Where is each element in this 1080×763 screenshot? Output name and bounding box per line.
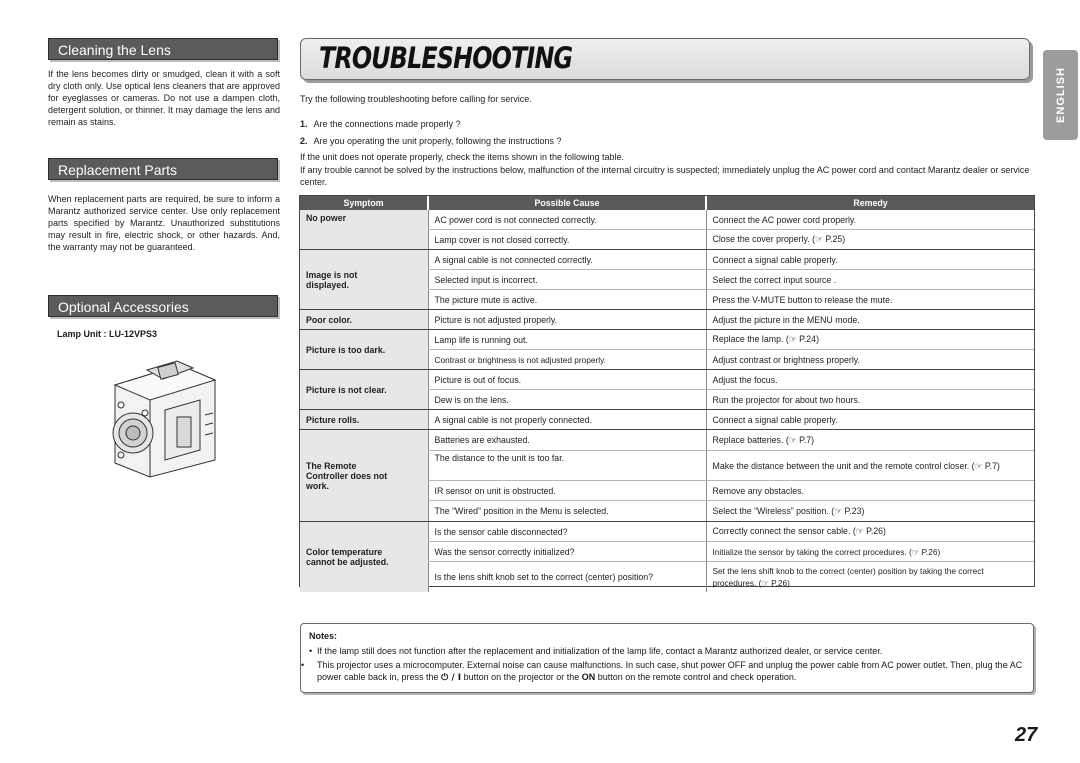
- remedy-cell: Close the cover properly. (☞ P.25): [706, 230, 1034, 250]
- symptom-text: No power: [306, 213, 347, 223]
- symptom-text: work.: [306, 480, 329, 491]
- header-symptom: Symptom: [300, 196, 428, 210]
- table-row: [300, 522, 1034, 542]
- symptom-text: Controller does not: [306, 470, 388, 481]
- cause-cell: A signal cable is not properly connected.: [428, 410, 706, 430]
- symptom-text: Picture is not clear.: [306, 384, 387, 395]
- cause-cell: Contrast or brightness is not adjusted properly.: [428, 350, 706, 370]
- cleaning-lens-heading: Cleaning the Lens: [48, 38, 278, 60]
- intro-line: Try the following troubleshooting before calling for service.: [300, 94, 532, 104]
- remedy-cell: Press the V-MUTE button to release the mute.: [706, 290, 1034, 310]
- cause-cell: Picture is not adjusted properly.: [428, 310, 706, 330]
- table-header-row: [300, 196, 1034, 210]
- cause-cell: Lamp cover is not closed correctly.: [428, 230, 706, 250]
- symptom-cell: [300, 310, 428, 330]
- symptom-text: Picture rolls.: [306, 414, 360, 425]
- remedy-cell: Replace the lamp. (☞ P.24): [706, 330, 1034, 350]
- cause-cell: Dew is on the lens.: [428, 390, 706, 410]
- language-tab-label: ENGLISH: [1054, 67, 1067, 123]
- remedy-cell: Connect a signal cable properly.: [706, 410, 1034, 430]
- notes-box: [300, 623, 1034, 693]
- remedy-cell: Make the distance between the unit and the remote control closer. (☞ P.7): [706, 451, 1034, 481]
- check-table-line: If the unit does not operate properly, check the items shown in the following table.: [300, 152, 625, 162]
- remedy-cell: Select the correct input source .: [706, 270, 1034, 290]
- cause-cell: The picture mute is active.: [428, 290, 706, 310]
- page-title: TROUBLESHOOTING: [319, 41, 573, 75]
- question-2-text: Are you operating the unit properly, following the instructions ?: [313, 136, 562, 146]
- note-text: This projector uses a microcomputer. External noise can cause malfunctions. In such case, shut power OFF and unplug the power cable from AC power outlet. Then, plug the AC power cable back in, press the: [317, 660, 1023, 682]
- lamp-unit-label: Lamp Unit : LU-12VPS3: [57, 329, 158, 339]
- note-text: button on the remote control and check operation.: [597, 672, 797, 682]
- remedy-cell: Select the “Wireless” position. (☞ P.23): [706, 501, 1034, 522]
- header-possible-cause: Possible Cause: [428, 196, 706, 210]
- cause-cell: Selected input is incorrect.: [428, 270, 706, 290]
- table-row: [300, 410, 1034, 430]
- cause-cell: Was the sensor correctly initialized?: [428, 542, 706, 562]
- symptom-cell: [300, 522, 428, 592]
- cause-cell: Lamp life is running out.: [428, 330, 706, 350]
- table-row: [300, 250, 1034, 270]
- table-row: [300, 370, 1034, 390]
- notes-title: Notes:: [309, 631, 338, 641]
- remedy-cell: Initialize the sensor by taking the correct procedures. (☞ P.26): [706, 542, 1034, 562]
- cause-cell: AC power cord is not connected correctly.: [428, 210, 706, 230]
- symptom-cell: [300, 430, 428, 522]
- note-text: button on the projector or the: [463, 672, 580, 682]
- remedy-cell: Connect a signal cable properly.: [706, 250, 1034, 270]
- cause-cell: IR sensor on unit is obstructed.: [428, 481, 706, 501]
- cause-cell: Picture is out of focus.: [428, 370, 706, 390]
- replacement-parts-text: When replacement parts are required, be sure to inform a Marantz authorized service center. Use only replacement parts specified by Marantz. Unauthorized substitutions may result in fire, electric shock, or other hazards. And, the warranty may not be guaranteed.: [48, 194, 280, 252]
- table-row: [300, 430, 1034, 451]
- language-tab: [1043, 50, 1078, 140]
- lamp-unit-illustration: [105, 355, 230, 480]
- question-1-text: Are the connections made properly ?: [313, 119, 461, 129]
- cleaning-lens-text: If the lens becomes dirty or smudged, clean it with a soft dry cloth only. Use optical lens cleaners that are approved for eyeglasses or cameras. Do not use a dampen cloth, detergent solution, or thinner. It may damage the lens and remain as stains.: [48, 69, 280, 127]
- symptom-text: cannot be adjusted.: [306, 556, 389, 567]
- remedy-cell: Adjust contrast or brightness properly.: [706, 350, 1034, 370]
- symptom-text: Color temperature: [306, 546, 383, 557]
- remedy-cell: Replace batteries. (☞ P.7): [706, 430, 1034, 451]
- note-item: • This projector uses a microcomputer. External noise can cause malfunctions. In such case, shut power OFF and unplug the power cable from AC power outlet. Then, plug the AC power cable back in, press the ⏻ / I button on the projector or the ON button on the remote control and check operation.: [301, 660, 1023, 683]
- symptom-cell: [300, 330, 428, 370]
- page-number: 27: [1015, 724, 1038, 746]
- cause-cell: Batteries are exhausted.: [428, 430, 706, 451]
- symptom-cell: [300, 370, 428, 410]
- troubleshooting-table: [300, 196, 1034, 592]
- symptom-text: The Remote: [306, 460, 357, 471]
- cause-cell: A signal cable is not connected correctly.: [428, 250, 706, 270]
- question-2: [300, 135, 562, 147]
- power-symbol: ⏻ / I: [441, 673, 462, 683]
- symptom-text: Poor color.: [306, 314, 352, 325]
- remedy-cell: Adjust the focus.: [706, 370, 1034, 390]
- title-banner: [300, 38, 1030, 80]
- replacement-parts-heading: Replacement Parts: [48, 158, 278, 180]
- table-row: [300, 310, 1034, 330]
- remedy-cell: Run the projector for about two hours.: [706, 390, 1034, 410]
- remedy-cell: Connect the AC power cord properly.: [706, 210, 1034, 230]
- table-row: [300, 330, 1034, 350]
- symptom-text: Picture is too dark.: [306, 344, 386, 355]
- cause-cell: Is the sensor cable disconnected?: [428, 522, 706, 542]
- remedy-cell: Set the lens shift knob to the correct (center) position by taking the correct procedures. (☞ P.26): [706, 562, 1034, 592]
- symptom-text: displayed.: [306, 279, 350, 290]
- cause-cell: The distance to the unit is too far.: [428, 451, 706, 481]
- symptom-text: Image is not: [306, 269, 358, 280]
- symptom-cell: [300, 250, 428, 310]
- remedy-cell: Correctly connect the sensor cable. (☞ P.26): [706, 522, 1034, 542]
- cause-cell: The “Wired” position in the Menu is selected.: [428, 501, 706, 522]
- question-2-number: 2.: [300, 136, 308, 146]
- optional-accessories-heading: Optional Accessories: [48, 295, 278, 317]
- note-text: If the lamp still does not function after the replacement and initialization of the lamp life, contact a Marantz authorized dealer, or service center.: [317, 646, 883, 656]
- question-1: [300, 118, 461, 130]
- on-label: ON: [581, 672, 596, 682]
- remedy-cell: Adjust the picture in the MENU mode.: [706, 310, 1034, 330]
- header-remedy: Remedy: [706, 196, 1034, 210]
- note-item: • If the lamp still does not function after the replacement and initialization of the lamp life, contact a Marantz authorized dealer, or service center.: [309, 646, 883, 656]
- symptom-cell: [300, 210, 428, 250]
- remedy-cell: Remove any obstacles.: [706, 481, 1034, 501]
- symptom-cell: [300, 410, 428, 430]
- cause-cell: Is the lens shift knob set to the correct (center) position?: [428, 562, 706, 592]
- contact-dealer-line: If any trouble cannot be solved by the instructions below, malfunction of the internal circuitry is suspected; immediately unplug the AC power cord and contact Marantz dealer or service center.: [300, 165, 1030, 187]
- table-row: [300, 210, 1034, 230]
- question-1-number: 1.: [300, 119, 308, 129]
